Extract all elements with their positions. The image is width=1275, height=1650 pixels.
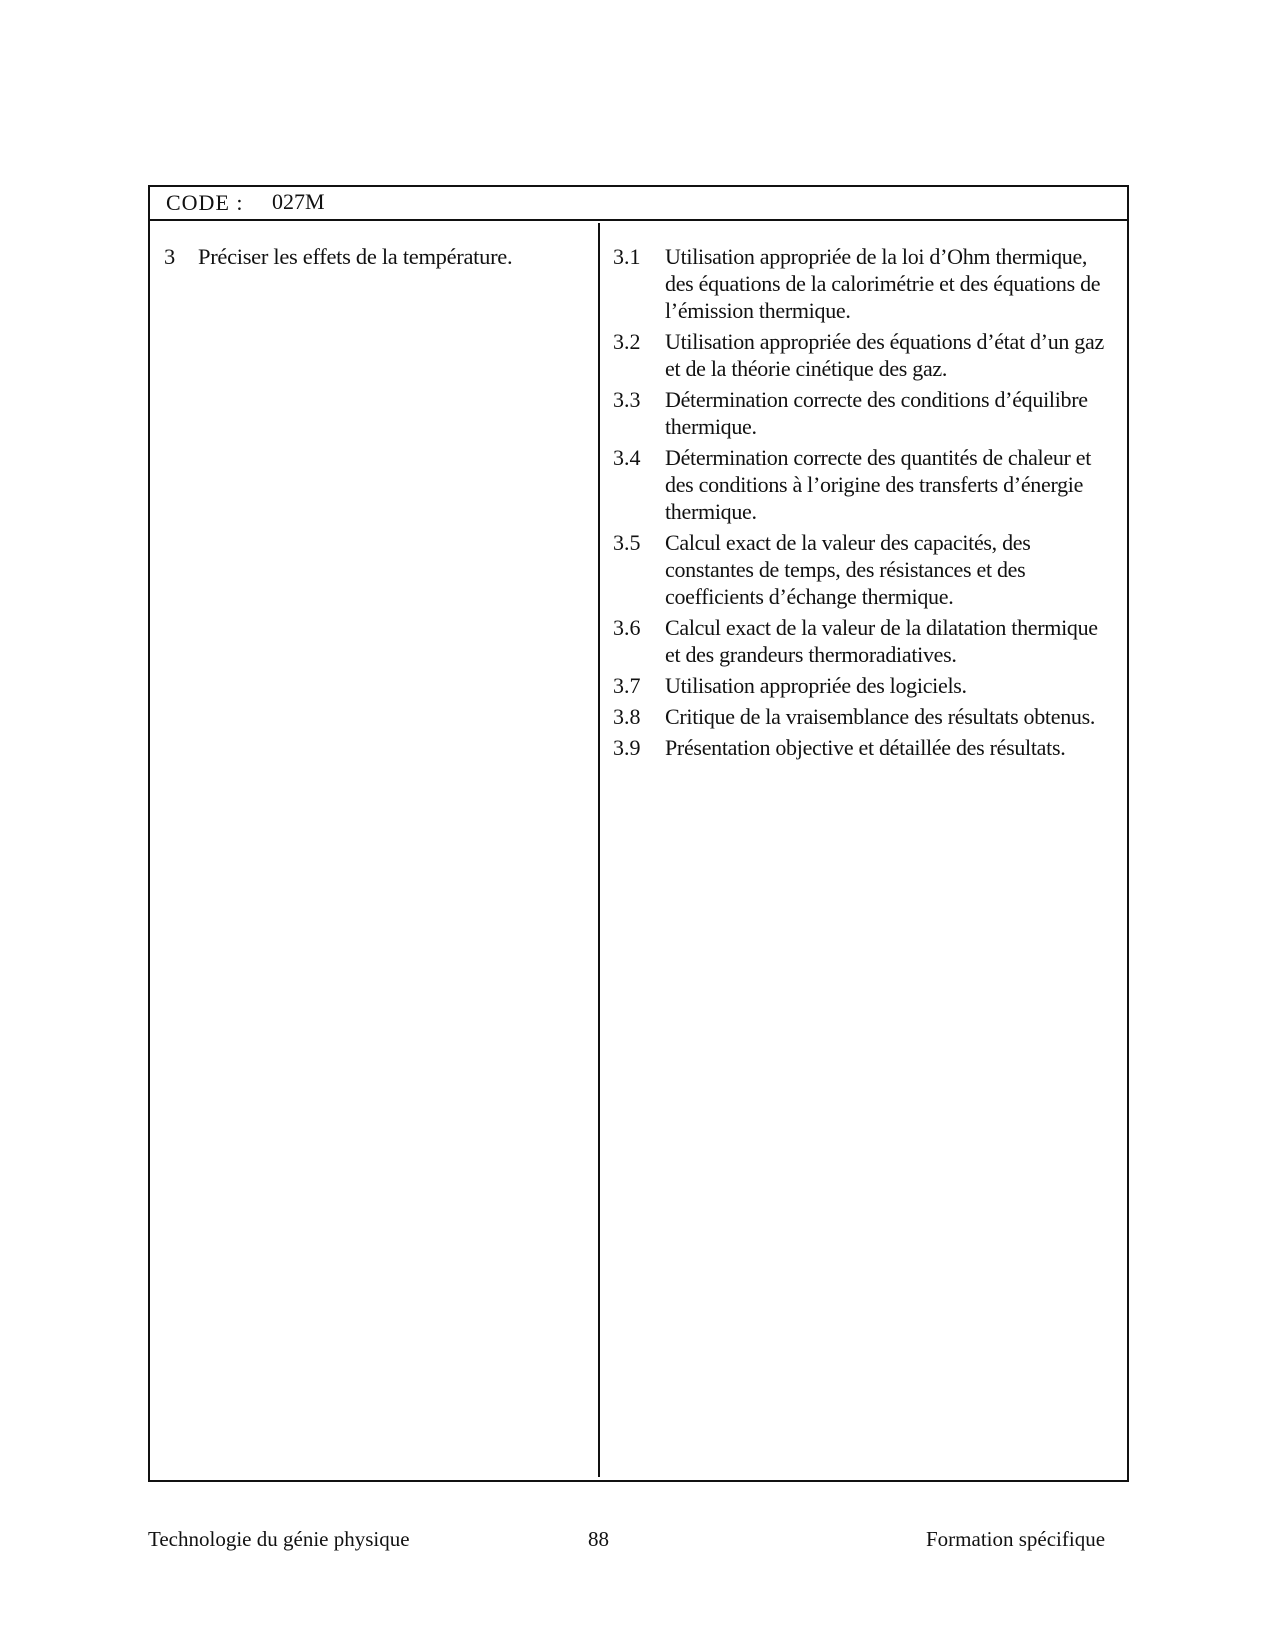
code-value: 027M (272, 189, 325, 214)
criterion-number: 3.6 (613, 615, 641, 640)
footer-program-title: Technologie du génie physique (148, 1527, 410, 1551)
criterion-item (613, 243, 1113, 324)
criterion-number: 3.5 (613, 530, 641, 555)
footer-page-number: 88 (588, 1527, 609, 1551)
criterion-text: Détermination correcte des conditions d’équilibre thermique. (665, 387, 1088, 439)
criterion-number: 3.3 (613, 387, 641, 412)
criterion-number: 3.1 (613, 244, 641, 269)
criterion-item (613, 529, 1113, 610)
competency-table (148, 185, 1129, 1482)
criterion-text: Utilisation appropriée de la loi d’Ohm thermique, des équations de la calorimétrie et des équations de l’émission thermique. (665, 244, 1101, 323)
criterion-number: 3.4 (613, 445, 641, 470)
criterion-text: Détermination correcte des quantités de chaleur et des conditions à l’origine des transferts d’énergie thermique. (665, 445, 1092, 524)
criterion-item (613, 328, 1113, 382)
criterion-number: 3.9 (613, 735, 641, 760)
element-number: 3 (164, 244, 176, 269)
criterion-text: Critique de la vraisemblance des résultats obtenus. (665, 704, 1096, 729)
criterion-item (613, 734, 1113, 761)
criterion-text: Présentation objective et détaillée des résultats. (665, 735, 1066, 760)
code-row (150, 187, 1127, 221)
criterion-text: Calcul exact de la valeur des capacités, des constantes de temps, des résistances et des coefficients d’échange thermique. (665, 530, 1031, 609)
criterion-item (613, 444, 1113, 525)
criterion-text: Calcul exact de la valeur de la dilatation thermique et des grandeurs thermoradiatives. (665, 615, 1098, 667)
footer-section-title: Formation spécifique (926, 1527, 1106, 1551)
criterion-item (613, 614, 1113, 668)
element-text: Préciser les effets de la température. (198, 244, 513, 269)
criterion-item (613, 672, 1113, 699)
criterion-number: 3.8 (613, 704, 641, 729)
criterion-number: 3.2 (613, 329, 641, 354)
criteria-column (613, 243, 1113, 765)
code-label: CODE : (166, 190, 244, 215)
criterion-item (613, 703, 1113, 730)
criterion-text: Utilisation appropriée des logiciels. (665, 673, 967, 698)
criterion-text: Utilisation appropriée des équations d’état d’un gaz et de la théorie cinétique des gaz. (665, 329, 1104, 381)
criterion-item (613, 386, 1113, 440)
criterion-number: 3.7 (613, 673, 641, 698)
column-divider (598, 223, 600, 1477)
